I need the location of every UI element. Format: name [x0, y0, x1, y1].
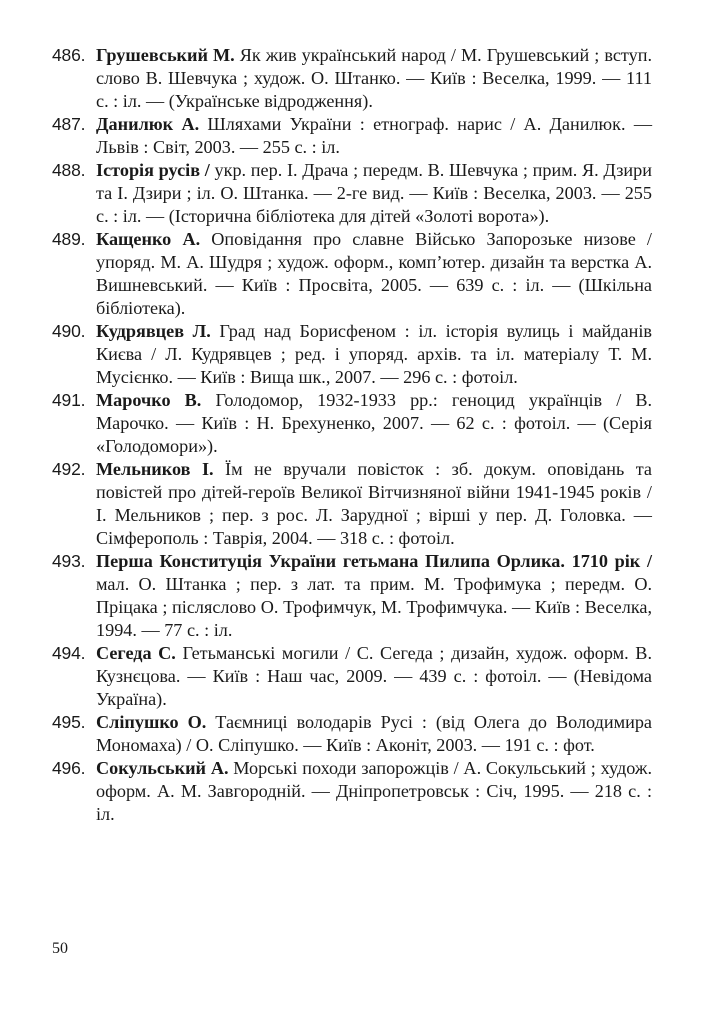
entry-description: мал. О. Штанка ; пер. з лат. та прим. М. Трофимука ; передм. О. Пріцака ; післяслово О. Трофимчук, М. Трофимчука. — Київ : Веселка, 1994. — 77 с. : іл.: [96, 574, 652, 640]
entry-author: Перша Конституція України гетьмана Пилипа Орлика. 1710 рік /: [96, 551, 652, 571]
entry-492: [52, 458, 652, 550]
entry-number: 494.: [52, 643, 86, 663]
entry-author: Марочко В.: [96, 390, 202, 410]
entry-486: [52, 44, 652, 113]
entry-description: укр. пер. І. Драча ; передм. В. Шевчука ; прим. Я. Дзири та І. Дзири ; іл. О. Штанка. — 2-ге вид. — Київ : Веселка, 2003. — 255 с. : іл. — (Історична бібліотека для дітей «Золоті ворота»).: [96, 160, 652, 226]
entry-495: [52, 711, 652, 757]
entry-description: Град над Борисфеном : іл. історія вулиць і майданів Києва / Л. Кудрявцев ; ред. і упоряд. архів. та іл. матеріалу Т. М. Мусієнко. — Київ : Вища шк., 2007. — 296 с. : фотоіл.: [96, 321, 652, 387]
entry-text: [96, 458, 652, 550]
entry-text: [96, 389, 652, 458]
entry-description: Морські походи запорожців / А. Сокульський ; худож. оформ. А. М. Завгородній. — Дніпропетровськ : Січ, 1995. — 218 с. : іл.: [96, 758, 652, 824]
entry-text: [96, 113, 652, 159]
entry-author: Грушевський М.: [96, 45, 235, 65]
entry-489: [52, 228, 652, 320]
entry-number: 491.: [52, 390, 86, 410]
entry-author: Мельников І.: [96, 459, 214, 479]
entry-description: Гетьманські могили / С. Сегеда ; дизайн, худож. оформ. В. Кузнєцова. — Київ : Наш час, 2009. — 439 с. : фотоіл. — (Невідома Україна).: [96, 643, 652, 709]
entry-number: 493.: [52, 551, 86, 571]
entry-text: [96, 44, 652, 113]
entry-author: Історія русів /: [96, 160, 210, 180]
entry-number: 489.: [52, 229, 86, 249]
entry-text: [96, 159, 652, 228]
entry-number: 492.: [52, 459, 86, 479]
entry-number: 488.: [52, 160, 86, 180]
entry-author: Кащенко А.: [96, 229, 201, 249]
bibliography-list: [52, 44, 652, 826]
entry-text: [96, 550, 652, 642]
entry-description: Їм не вручали повісток : зб. докум. оповідань та повістей про дітей-героїв Великої Вітчизняної війни 1941-1945 років / І. Мельников ; пер. з рос. Л. Зарудної ; вірші у пер. Д. Головка. — Сімферополь : Таврія, 2004. — 318 с. : фотоіл.: [96, 459, 653, 548]
entry-number: 487.: [52, 114, 86, 134]
entry-text: [96, 228, 652, 320]
entry-number: 490.: [52, 321, 86, 341]
entry-description: Як жив український народ / М. Грушевський ; вступ. слово В. Шевчука ; худож. О. Штанко. — Київ : Веселка, 1999. — 111 с. : іл. — (Українське відродження).: [96, 45, 652, 111]
entry-number: 496.: [52, 758, 86, 778]
entry-text: [96, 757, 652, 826]
entry-description: Оповідання про славне Військо Запорозьке низове / упоряд. М. А. Шудря ; худож. оформ., комп’ютер. дизайн та верстка А. Вишневський. — Київ : Просвіта, 2005. — 639 с. : іл. — (Шкільна бібліотека).: [96, 229, 652, 318]
entry-author: Сегеда С.: [96, 643, 176, 663]
entry-author: Данилюк А.: [96, 114, 200, 134]
entry-text: [96, 320, 652, 389]
entry-493: [52, 550, 652, 642]
entry-description: Таємниці володарів Русі : (від Олега до Володимира Мономаха) / О. Сліпушко. — Київ : Аконіт, 2003. — 191 с. : фот.: [96, 712, 652, 755]
entry-487: [52, 113, 652, 159]
entry-number: 495.: [52, 712, 86, 732]
entry-490: [52, 320, 652, 389]
entry-author: Кудрявцев Л.: [96, 321, 211, 341]
entry-number: 486.: [52, 45, 86, 65]
entry-491: [52, 389, 652, 458]
entry-text: [96, 642, 652, 711]
entry-description: Голодомор, 1932-1933 рр.: геноцид українців / В. Марочко. — Київ : Н. Брехуненко, 2007. — 62 с. : фотоіл. — (Серія «Голодомори»).: [96, 390, 652, 456]
entry-author: Сокульський А.: [96, 758, 229, 778]
entry-496: [52, 757, 652, 826]
entry-text: [96, 711, 652, 757]
entry-494: [52, 642, 652, 711]
entry-author: Сліпушко О.: [96, 712, 207, 732]
entry-488: [52, 159, 652, 228]
page-number: 50: [52, 940, 68, 957]
entry-description: Шляхами України : етнограф. нарис / А. Данилюк. — Львів : Світ, 2003. — 255 с. : іл.: [96, 114, 653, 157]
